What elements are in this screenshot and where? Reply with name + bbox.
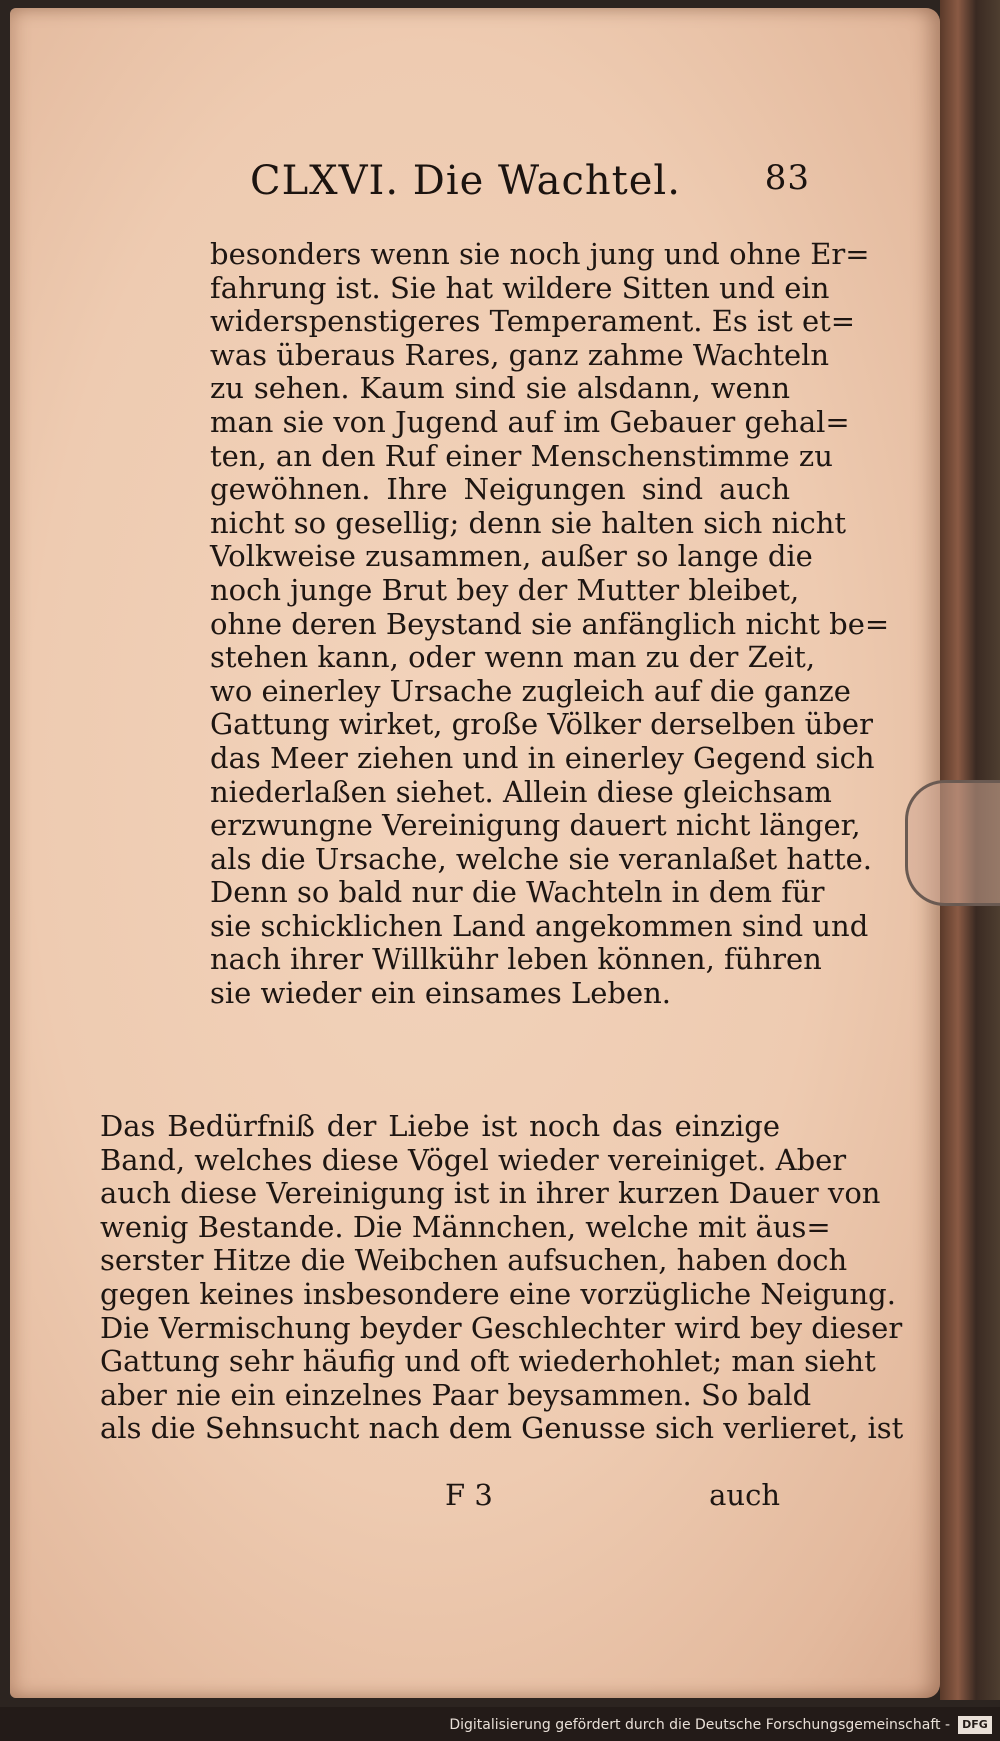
text-line: Denn so bald nur die Wachteln in dem für: [210, 875, 825, 910]
text-line: besonders wenn sie noch jung und ohne Er=: [210, 237, 870, 271]
paragraph-1: [210, 237, 890, 1011]
running-head: [250, 158, 810, 204]
text-line: als die Ursache, welche sie veranlaßet hatte.: [210, 841, 872, 876]
text-line: ohne deren Beystand sie anfänglich nicht be=: [210, 606, 890, 641]
text-line: man sie von Jugend auf im Gebauer gehal=: [210, 404, 850, 439]
text-line: noch junge Brut bey der Mutter bleibet,: [210, 572, 800, 607]
digitization-credit: Digitalisierung gefördert durch die Deutsche Forschungsgemeinschaft -: [449, 1717, 950, 1733]
page-clip: [905, 780, 1000, 906]
text-line: das Meer ziehen und in einerley Gegend sich: [210, 740, 875, 775]
text-line: aber nie ein einzelnes Paar beysammen. So bald: [100, 1377, 812, 1412]
text-line: Volkweise zusammen, außer so lange die: [210, 539, 813, 574]
text-line: widerspenstigeres Temperament. Es ist et=: [210, 304, 856, 339]
text-line: serster Hitze die Weibchen aufsuchen, haben doch: [100, 1243, 848, 1278]
text-line: auch diese Vereinigung ist in ihrer kurzen Dauer von: [100, 1176, 881, 1211]
text-line: nicht so gesellig; denn sie halten sich nicht: [210, 505, 847, 540]
text-line: sie schicklichen Land angekommen sind und: [210, 908, 869, 943]
text-line: fahrung ist. Sie hat wildere Sitten und ein: [210, 270, 830, 305]
text-line: sie wieder ein einsames Leben.: [210, 976, 672, 1011]
dfg-logo: DFG: [958, 1716, 992, 1734]
text-line: was überaus Rares, ganz zahme Wachteln: [210, 337, 830, 372]
catchword: auch: [709, 1478, 780, 1512]
text-line: zu sehen. Kaum sind sie alsdann, wenn: [210, 371, 790, 406]
page-number: 83: [764, 158, 810, 198]
text-line: ten, an den Ruf einer Menschenstimme zu: [210, 438, 833, 473]
paragraph-2: [100, 1109, 904, 1446]
text-line: nach ihrer Willkühr leben können, führen: [210, 942, 822, 977]
text-line: wo einerley Ursache zugleich auf die ganze: [210, 673, 851, 708]
text-line: stehen kann, oder wenn man zu der Zeit,: [210, 640, 816, 675]
credit-bar: [0, 1707, 1000, 1741]
signature-mark: F 3: [445, 1478, 493, 1512]
text-line: Die Vermischung beyder Geschlechter wird bey dieser: [100, 1310, 903, 1345]
text-line: als die Sehnsucht nach dem Genusse sich verlieret, ist: [100, 1411, 904, 1446]
text-line: erzwungne Vereinigung dauert nicht länger,: [210, 808, 861, 843]
text-line: niederlaßen siehet. Allein diese gleichsam: [210, 774, 832, 809]
chapter-title: CLXVI. Die Wachtel.: [250, 158, 681, 204]
text-line: Das Bedürfniß der Liebe ist noch das einzige: [100, 1109, 780, 1143]
text-line: Gattung sehr häufig und oft wiederhohlet; man sieht: [100, 1344, 876, 1379]
text-line: gewöhnen. Ihre Neigungen sind auch: [210, 472, 790, 507]
text-line: Gattung wirket, große Völker derselben über: [210, 707, 873, 742]
text-line: Band, welches diese Vögel wieder vereiniget. Aber: [100, 1142, 847, 1177]
text-line: wenig Bestande. Die Männchen, welche mit äus=: [100, 1209, 831, 1244]
text-line: gegen keines insbesondere eine vorzügliche Neigung.: [100, 1276, 896, 1311]
